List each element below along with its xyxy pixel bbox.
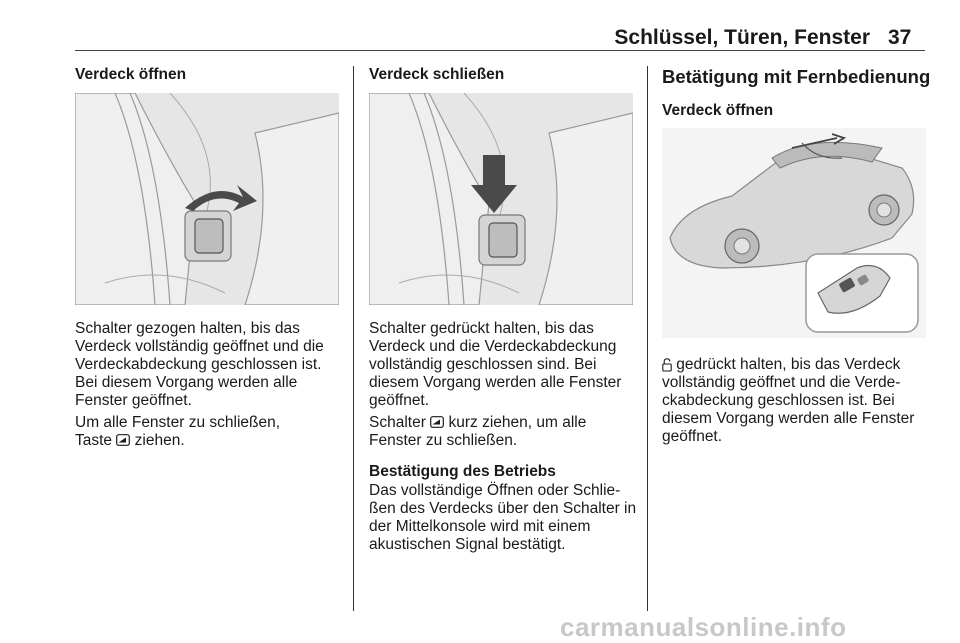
car-remote-illustration [662,128,926,338]
sub-heading: Bestätigung des Betriebs [369,463,556,480]
paragraph: Schalter gezogen halten, bis das Verdeck vollständig geöffnet und die Verdeckabdeckung geschlossen ist. Bei diesem Vorgang werden alle Fenster geöffnet. [75,320,324,409]
section-heading: Betätigung mit Fernbedienung [662,66,931,87]
sub-heading: Verdeck öffnen [662,102,774,119]
section-heading: Verdeck schließen [369,66,505,83]
chapter-title: Schlüssel, Türen, Fenster [614,26,870,49]
text-fragment: Schalter [369,414,431,431]
text-line: Um alle Fenster zu schließen, [75,414,281,431]
section-heading: Verdeck öffnen [75,66,187,83]
text-fragment: kurz ziehen, um alle Fenster zu schließen. [369,414,587,449]
text-fragment: Taste [75,432,117,449]
paragraph: Das vollständige Öffnen oder Schlie-ßen des Verdecks über den Schalter in der Mittelkonsole wird mit einem akustischen Signal bestätigt. [369,482,637,553]
paragraph [75,414,343,450]
paragraph: Schalter gedrückt halten, bis das Verdeck und die Verdeckabdeckung vollständig geschlossen sind. Bei diesem Vorgang werden alle Fenster geöffnet. [369,320,622,409]
page-number: 37 [888,26,912,49]
header-rule [75,50,925,51]
console-switch-illustration [75,93,339,305]
column-divider [647,66,648,611]
text-fragment: gedrückt halten, bis das Verdeck vollständig geöffnet und die Verde-ckabdeckung geschlossen ist. Bei diesem Vorgang werden alle Fenster geöffnet. [662,356,915,445]
console-switch-press-illustration [369,93,633,305]
paragraph [662,356,928,446]
column-divider [353,66,354,611]
paragraph [369,414,637,450]
text-fragment: ziehen. [130,432,185,449]
watermark: carmanualsonline.info [560,612,847,642]
window-switch-icon [116,434,130,446]
window-switch-icon [430,416,444,428]
padlock-open-icon [662,358,672,370]
